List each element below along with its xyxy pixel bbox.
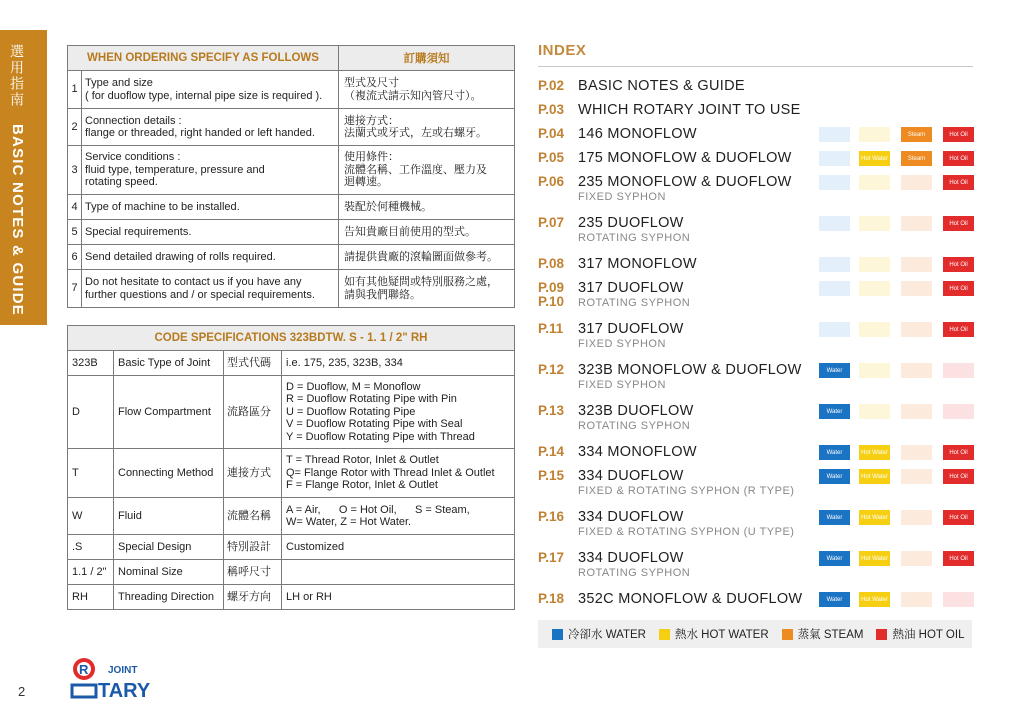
fluid-badge-steam <box>901 216 932 231</box>
row-zh: 告知貴廠目前使用的型式。 <box>339 220 515 245</box>
code-cell: D <box>68 376 114 449</box>
fluid-badge-hotwater <box>859 127 890 142</box>
code-zh: 連接方式 <box>224 449 282 498</box>
index-page-number[interactable]: P.14 <box>538 444 565 459</box>
fluid-badge-steam <box>901 592 932 607</box>
row-zh <box>339 109 515 146</box>
fluid-badge-hotoil: Hot Oil <box>943 510 974 525</box>
fluid-badge-water <box>819 175 850 190</box>
rotary-joint-logo <box>68 655 158 700</box>
code-name: Threading Direction <box>114 585 224 610</box>
ordering-header-en: WHEN ORDERING SPECIFY AS FOLLOWS <box>68 46 339 71</box>
code-table-header <box>68 326 515 351</box>
fluid-badge-water: Water <box>819 445 850 460</box>
code-zh: 螺牙方向 <box>224 585 282 610</box>
fluid-badge-water <box>819 151 850 166</box>
ordering-table <box>67 45 515 308</box>
legend-label: 熱水 HOT WATER <box>674 629 769 641</box>
fluid-badge-hotoil: Hot Oil <box>943 175 974 190</box>
desc-line: W= Water, Z = Hot Water. <box>286 516 412 528</box>
logo-mark: R <box>79 662 89 677</box>
fluid-legend <box>538 620 972 648</box>
table-row <box>68 535 515 560</box>
fluid-badge-hotwater <box>859 175 890 190</box>
legend-label: 熱油 HOT OIL <box>892 629 965 641</box>
code-desc <box>282 449 515 498</box>
index-entry-subtitle: FIXED & ROTATING SYPHON (R TYPE) <box>578 485 795 497</box>
page-number: 2 <box>18 684 26 699</box>
table-row <box>68 376 515 449</box>
fluid-badge-steam <box>901 257 932 272</box>
index-page-number[interactable]: P.07 <box>538 215 565 230</box>
row-zh-line: 流體名稱、工作溫度、壓力及 <box>344 163 487 176</box>
fluid-badge-water <box>819 281 850 296</box>
legend-item-hot-water <box>659 626 769 642</box>
fluid-badge-steam <box>901 445 932 460</box>
index-entry-subtitle: FIXED SYPHON <box>578 338 666 350</box>
index-page-number[interactable]: P.11 <box>538 321 564 336</box>
fluid-badge-steam <box>901 281 932 296</box>
index-page-number[interactable]: P.12 <box>538 362 565 377</box>
row-en-line: rotating speed. <box>85 176 158 189</box>
fluid-badge-steam <box>901 404 932 419</box>
index-entry-subtitle: ROTATING SYPHON <box>578 567 691 579</box>
table-row <box>68 245 515 270</box>
index-entry-subtitle: ROTATING SYPHON <box>578 232 691 244</box>
code-cell: RH <box>68 585 114 610</box>
legend-item-hot-oil <box>876 626 964 642</box>
fluid-badge-water: Water <box>819 469 850 484</box>
side-tab-cjk: 選用指南 <box>9 44 25 108</box>
row-zh-line: （複流式請示知內管尺寸）。 <box>344 89 482 102</box>
fluid-badge-hotwater <box>859 322 890 337</box>
fluid-badge-steam <box>901 551 932 566</box>
row-number: 1 <box>68 71 82 109</box>
fluid-badge-hotwater <box>859 363 890 378</box>
desc-line: Y = Duoflow Rotating Pipe with Thread <box>286 430 475 443</box>
desc-line: V = Duoflow Rotating Pipe with Seal <box>286 418 463 431</box>
row-en-line: fluid type, temperature, pressure and <box>85 163 265 176</box>
fluid-badge-steam: Steam <box>901 151 932 166</box>
index-entry-subtitle: FIXED SYPHON <box>578 191 666 203</box>
row-zh-line: 法蘭式或牙式，左或右螺牙。 <box>344 127 487 139</box>
code-desc <box>282 498 515 535</box>
fluid-badge-water: Water <box>819 592 850 607</box>
table-row <box>68 146 515 195</box>
code-desc: LH or RH <box>282 585 515 610</box>
index-page-number[interactable]: P.10 <box>538 294 565 309</box>
index-entry-title[interactable]: 334 DUOFLOW <box>578 468 684 484</box>
code-name: Connecting Method <box>114 449 224 498</box>
index-entry-subtitle: FIXED & ROTATING SYPHON (U TYPE) <box>578 526 795 538</box>
row-number: 3 <box>68 146 82 195</box>
row-zh-line: 使用條件： <box>344 151 399 164</box>
index-entry-subtitle: FIXED SYPHON <box>578 379 666 391</box>
row-en: Special requirements. <box>82 220 339 245</box>
index-entry-title[interactable]: BASIC NOTES & GUIDE <box>578 78 745 94</box>
fluid-badge-hotwater <box>859 257 890 272</box>
hot-water-swatch <box>659 629 670 640</box>
row-zh-line: 請與我們聯絡。 <box>344 288 421 301</box>
index-page-number[interactable]: P.02 <box>538 78 565 93</box>
fluid-badge-water <box>819 322 850 337</box>
table-row <box>68 351 515 376</box>
index-page-number[interactable]: P.08 <box>538 256 565 271</box>
fluid-badge-steam <box>901 469 932 484</box>
fluid-badge-hotwater: Hot Water <box>859 510 890 525</box>
row-zh: 請提供貴廠的滾輪圖面做參考。 <box>339 245 515 270</box>
fluid-badge-hotoil: Hot Oil <box>943 216 974 231</box>
fluid-badge-hotoil: Hot Oil <box>943 551 974 566</box>
code-header: CODE SPECIFICATIONS 323BDTW. S - 1. 1 / 2" RH <box>68 326 515 351</box>
desc-line: A = Air, O = Hot Oil, S = Steam, <box>286 503 470 516</box>
code-cell: W <box>68 498 114 535</box>
fluid-badge-hotoil: Hot Oil <box>943 469 974 484</box>
index-entry-title[interactable]: 317 DUOFLOW <box>578 280 684 296</box>
row-en-line: flange or threaded, right handed or left handed. <box>85 127 315 139</box>
index-entry-title[interactable]: 334 DUOFLOW <box>578 550 684 566</box>
fluid-badge-hotoil: Hot Oil <box>943 322 974 337</box>
code-zh: 特別設計 <box>224 535 282 560</box>
fluid-badge-hotwater <box>859 216 890 231</box>
fluid-badge-hotoil: Hot Oil <box>943 127 974 142</box>
index-title: INDEX <box>538 42 587 59</box>
fluid-badge-water: Water <box>819 551 850 566</box>
row-zh: 裝配於何種機械。 <box>339 195 515 220</box>
index-entry-title[interactable]: 334 DUOFLOW <box>578 509 684 525</box>
code-cell: 323B <box>68 351 114 376</box>
fluid-badge-hotoil: Hot Oil <box>943 281 974 296</box>
row-en-line: Do not hesitate to contact us if you have any <box>85 276 302 288</box>
desc-line: U = Duoflow Rotating Pipe <box>286 405 416 418</box>
index-entry-subtitle: ROTATING SYPHON <box>578 420 691 432</box>
row-en <box>82 109 339 146</box>
index-entry-title[interactable]: 146 MONOFLOW <box>578 126 697 142</box>
code-desc: Customized <box>282 535 515 560</box>
side-tab-text <box>7 44 27 316</box>
index-page-number[interactable]: P.18 <box>538 591 565 606</box>
index-entry-title[interactable]: 175 MONOFLOW & DUOFLOW <box>578 150 792 166</box>
fluid-badge-hotwater: Hot Water <box>859 469 890 484</box>
side-tab-en: BASIC NOTES & GUIDE <box>9 124 26 317</box>
legend-label: 蒸氣 STEAM <box>797 629 864 641</box>
fluid-badge-water <box>819 257 850 272</box>
code-spec-table <box>67 325 515 610</box>
steam-swatch <box>782 629 793 640</box>
index-page-number[interactable]: P.05 <box>538 150 565 165</box>
index-entry-title[interactable]: 317 DUOFLOW <box>578 321 684 337</box>
row-en <box>82 71 339 109</box>
desc-line: Q= Flange Rotor with Thread Inlet & Outlet <box>286 466 495 479</box>
index-entry-title[interactable]: 323B MONOFLOW & DUOFLOW <box>578 362 802 378</box>
row-en-line: further questions and / or special requirements. <box>85 288 315 301</box>
index-divider <box>538 66 973 67</box>
desc-line: T = Thread Rotor, Inlet & Outlet <box>286 454 439 467</box>
fluid-badge-water <box>819 216 850 231</box>
code-cell: 1.1 / 2" <box>68 560 114 585</box>
desc-line: D = Duoflow, M = Monoflow <box>286 380 421 393</box>
row-number: 6 <box>68 245 82 270</box>
fluid-badge-water: Water <box>819 510 850 525</box>
table-row <box>68 195 515 220</box>
code-zh: 流路區分 <box>224 376 282 449</box>
row-zh-line: 迴轉速。 <box>344 176 388 189</box>
legend-item-steam <box>782 626 864 642</box>
index-entry-title[interactable]: 317 MONOFLOW <box>578 256 697 272</box>
logo-big-text: TARY <box>98 680 151 700</box>
index-page-number[interactable]: P.04 <box>538 126 565 141</box>
code-zh: 流體名稱 <box>224 498 282 535</box>
fluid-badge-steam <box>901 510 932 525</box>
table-row <box>68 585 515 610</box>
fluid-badge-water <box>819 127 850 142</box>
index-page-number[interactable]: P.17 <box>538 550 565 565</box>
row-en <box>82 270 339 308</box>
row-en: Send detailed drawing of rolls required. <box>82 245 339 270</box>
fluid-badge-steam <box>901 322 932 337</box>
fluid-badge-hotwater: Hot Water <box>859 445 890 460</box>
row-en-line: Connection details : <box>85 114 182 127</box>
fluid-badge-hotwater <box>859 404 890 419</box>
index-entry-title[interactable]: 352C MONOFLOW & DUOFLOW <box>578 591 803 607</box>
fluid-badge-water: Water <box>819 363 850 378</box>
fluid-badge-hotoil: Hot Oil <box>943 257 974 272</box>
code-desc: i.e. 175, 235, 323B, 334 <box>282 351 515 376</box>
logo-small-text: JOINT <box>108 665 138 676</box>
code-cell: .S <box>68 535 114 560</box>
code-name: Basic Type of Joint <box>114 351 224 376</box>
index-page-number[interactable]: P.13 <box>538 403 565 418</box>
table-row <box>68 109 515 146</box>
table-row <box>68 560 515 585</box>
fluid-badge-hotoil: Hot Oil <box>943 151 974 166</box>
fluid-badge-hotwater: Hot Water <box>859 592 890 607</box>
code-zh: 型式代碼 <box>224 351 282 376</box>
fluid-badge-steam <box>901 363 932 378</box>
fluid-badge-water: Water <box>819 404 850 419</box>
index-page-number[interactable]: P.06 <box>538 174 565 189</box>
code-name: Flow Compartment <box>114 376 224 449</box>
index-page-number[interactable]: P.03 <box>538 102 565 117</box>
code-desc <box>282 560 515 585</box>
side-section-tab <box>0 30 47 325</box>
code-name: Special Design <box>114 535 224 560</box>
fluid-badge-hotwater <box>859 281 890 296</box>
fluid-badge-hotwater: Hot Water <box>859 151 890 166</box>
ordering-table-header <box>68 46 515 71</box>
hot-oil-swatch <box>876 629 887 640</box>
index-entry-title[interactable]: 235 DUOFLOW <box>578 215 684 231</box>
row-number: 5 <box>68 220 82 245</box>
table-row <box>68 270 515 308</box>
row-number: 4 <box>68 195 82 220</box>
ordering-header-zh: 訂購須知 <box>339 46 515 71</box>
index-entry-title[interactable]: WHICH ROTARY JOINT TO USE <box>578 102 801 118</box>
row-en-line: Type and size <box>85 77 153 89</box>
table-row <box>68 449 515 498</box>
row-number: 7 <box>68 270 82 308</box>
fluid-badge-steam <box>901 175 932 190</box>
legend-item-water <box>552 626 646 642</box>
row-zh-line: 型式及尺寸 <box>344 77 399 89</box>
row-en-line: ( for duoflow type, internal pipe size is required ). <box>85 89 323 102</box>
row-zh <box>339 71 515 109</box>
water-swatch <box>552 629 563 640</box>
table-row <box>68 71 515 109</box>
index-page-number[interactable]: P.16 <box>538 509 565 524</box>
row-zh <box>339 146 515 195</box>
legend-label: 冷卻水 WATER <box>568 629 646 641</box>
code-name: Fluid <box>114 498 224 535</box>
code-zh: 稱呼尺寸 <box>224 560 282 585</box>
desc-line: F = Flange Rotor, Inlet & Outlet <box>286 479 438 492</box>
index-page-number[interactable]: P.15 <box>538 468 565 483</box>
fluid-badge-steam: Steam <box>901 127 932 142</box>
fluid-badge-hotoil <box>943 404 974 419</box>
table-row <box>68 498 515 535</box>
row-en-line: Service conditions : <box>85 151 181 164</box>
index-entry-subtitle: ROTATING SYPHON <box>578 297 691 309</box>
index-entry-title[interactable]: 323B DUOFLOW <box>578 403 694 419</box>
row-number: 2 <box>68 109 82 146</box>
fluid-badge-hotoil <box>943 363 974 378</box>
row-en <box>82 146 339 195</box>
row-zh-line: 如有其他疑問或特別服務之處， <box>344 276 498 288</box>
fluid-badge-hotwater: Hot Water <box>859 551 890 566</box>
fluid-badge-hotoil: Hot Oil <box>943 445 974 460</box>
row-zh <box>339 270 515 308</box>
row-zh-line: 連接方式： <box>344 114 399 127</box>
code-name: Nominal Size <box>114 560 224 585</box>
code-desc <box>282 376 515 449</box>
index-page-number[interactable]: P.09 <box>538 280 565 295</box>
code-cell: T <box>68 449 114 498</box>
fluid-badge-hotoil <box>943 592 974 607</box>
index-entry-title[interactable]: 334 MONOFLOW <box>578 444 697 460</box>
desc-line: R = Duoflow Rotating Pipe with Pin <box>286 393 457 406</box>
row-en: Type of machine to be installed. <box>82 195 339 220</box>
index-entry-title[interactable]: 235 MONOFLOW & DUOFLOW <box>578 174 792 190</box>
table-row <box>68 220 515 245</box>
